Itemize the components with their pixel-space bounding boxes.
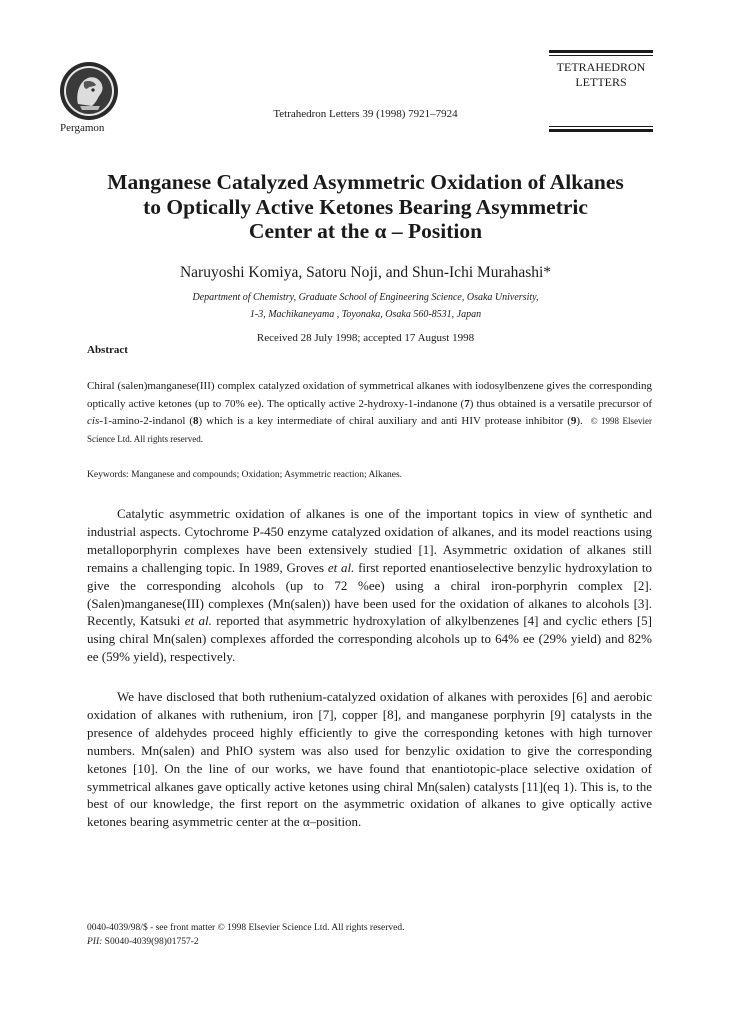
body-paragraph-2: We have disclosed that both ruthenium-catalyzed oxidation of alkanes with peroxides [6] and aerobic oxidation of alkanes with ruthenium, iron [7], copper [8], and manganese porphyrin [9] catalysts in the presence of aldehydes proceed highly efficiently to give the corresponding ketones with high turnover numbers. Mn(salen) and PhIO system was also used for benzylic oxidation to give the corresponding ketones [10]. On the line of our works, we have found that enantiotopic-place selective oxidation of symmetrical alkanes gave optically active ketones using chiral Mn(salen) catalysts [11](eq 1). This is, to the best of our knowledge, the first report on the asymmetric oxidation of alkanes to give optically active ketones bearing asymmetric center at the α–position. — [87, 689, 652, 830]
journal-name-line2: LETTERS — [575, 75, 627, 89]
compound-7: 7 — [464, 397, 470, 410]
author-list: Naruyoshi Komiya, Satoru Noji, and Shun-Ichi Murahashi* — [179, 264, 552, 281]
masthead-rule-top — [549, 50, 653, 53]
body-paragraph-1: Catalytic asymmetric oxidation of alkanes is one of the important topics in view of synthetic and industrial aspects. Cytochrome P-450 enzyme catalyzed oxidation of alkanes, and its model reactions using metalloporphyrin complexes have been extensively studied [1]. Asymmetric oxidation of alkanes still remains a challenging topic. In 1989, Groves et al. first reported enantioselective benzylic hydroxylation to give the corresponding alcohols (up to 72 %ee) using a chiral iron-porphyrin complex [2]. (Salen)manganese(III) complexes (Mn(salen)) have been used for the oxidation of alkanes to alcohols [3]. Recently, Katsuki et al. reported that asymmetric hydroxylation of alkylbenzenes [4] and cyclic ethers [5] using chiral Mn(salen) complexes afforded the corresponding alcohols up to 64% ee (29% yield) and 82% ee (59% yield), respectively. — [87, 506, 652, 665]
title-line2: to Optically Active Ketones Bearing Asymmetric — [143, 194, 588, 219]
masthead-rule-bottom — [549, 126, 653, 132]
pii-value: S0040-4039(98)01757-2 — [102, 937, 199, 947]
compound-8: 8 — [193, 415, 199, 427]
footer-pii — [87, 937, 199, 947]
abstract-heading: Abstract — [87, 344, 128, 356]
footer-copyright: 0040-4039/98/$ - see front matter © 1998 Elsevier Science Ltd. All rights reserved. — [87, 923, 405, 933]
journal-citation: Tetrahedron Letters 39 (1998) 7921–7924 — [273, 108, 458, 120]
masthead-rule-top-thin — [549, 55, 653, 56]
pii-label: PII: — [87, 937, 103, 947]
et-al-katsuki: et al. — [184, 613, 212, 629]
keywords: Keywords: Manganese and compounds; Oxidation; Asymmetric reaction; Alkanes. — [87, 470, 403, 480]
journal-name-line1: TETRAHEDRON — [556, 60, 646, 74]
cis-prefix: cis — [87, 415, 100, 427]
compound-9: 9 — [570, 415, 577, 427]
journal-masthead — [549, 50, 653, 90]
publisher-name: Pergamon — [60, 122, 105, 134]
abstract-text: Chiral (salen)manganese(III) complex catalyzed oxidation of symmetrical alkanes with iodosylbenzene gives the corresponding optically active ketones (up to 70% ee). The optically active 2-hydroxy-1-indanone (7) thus obtained is a versatile precursor of cis-1-amino-2-indanol (8) which is a key intermediate of chiral auxiliary and anti HIV protease inhibitor (9). © 1998 Elsevier Science Ltd. All rights reserved. — [87, 380, 653, 444]
affiliation-line1: Department of Chemistry, Graduate School of Engineering Science, Osaka University, — [192, 292, 539, 303]
received-dates: Received 28 July 1998; accepted 17 August 1998 — [256, 332, 475, 344]
article-title — [0, 170, 731, 244]
title-line3: Center at the α – Position — [248, 219, 483, 243]
affiliation-line2: 1-3, Machikaneyama , Toyonaka, Osaka 560-8531, Japan — [249, 309, 482, 320]
et-al-groves: et al. — [327, 559, 355, 575]
title-line1: Manganese Catalyzed Asymmetric Oxidation of Alkanes — [107, 170, 624, 194]
abstract-copyright: © 1998 Elsevier Science Ltd. All rights reserved. — [87, 416, 653, 444]
journal-name — [549, 60, 653, 90]
